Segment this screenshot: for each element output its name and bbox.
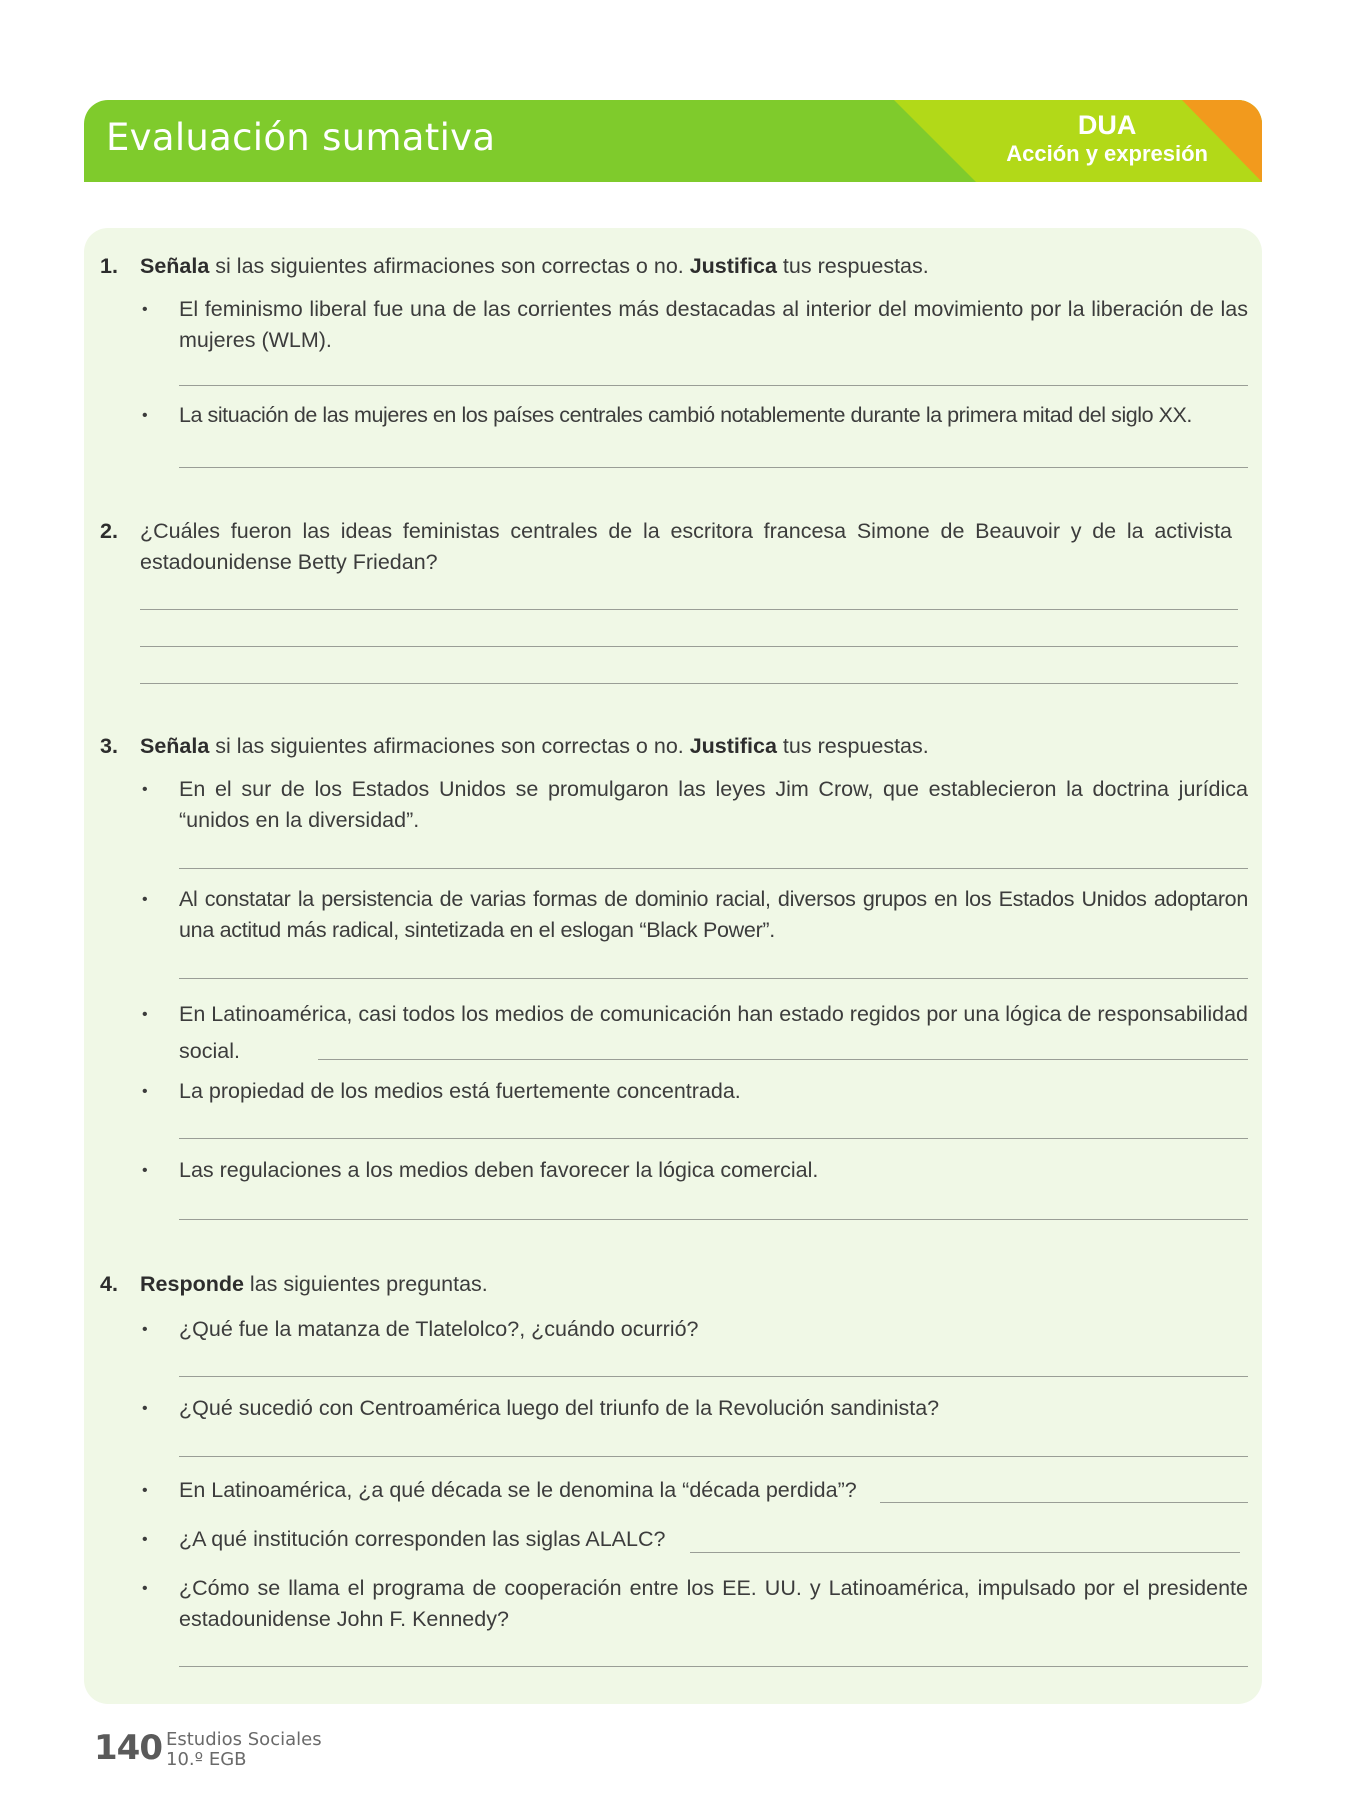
book-info bbox=[166, 1730, 322, 1770]
question-stem bbox=[140, 731, 1232, 762]
bullet-icon: • bbox=[142, 781, 148, 798]
statement-item: • Las regulaciones a los medios deben favorecer la lógica comercial. bbox=[179, 1155, 1248, 1186]
answer-line[interactable] bbox=[140, 609, 1238, 610]
page-title: Evaluación sumativa bbox=[106, 116, 496, 159]
stem-text: si las siguientes afirmaciones son correctas o no. bbox=[209, 254, 690, 278]
bullet-icon: • bbox=[142, 1580, 148, 1597]
grade-label: 10.º EGB bbox=[166, 1749, 247, 1770]
bullet-icon: • bbox=[142, 1083, 148, 1100]
statement-item: • La propiedad de los medios está fuertemente concentrada. bbox=[179, 1076, 1248, 1107]
question-stem: ¿Cuáles fueron las ideas feministas centrales de la escritora francesa Simone de Beauvoir y de la activista estadounidense Betty Friedan? bbox=[140, 519, 1232, 574]
question-item: • ¿Qué sucedió con Centroamérica luego del triunfo de la Revolución sandinista? bbox=[179, 1393, 1248, 1424]
question-number: 1. bbox=[100, 254, 118, 278]
answer-line[interactable] bbox=[179, 1376, 1248, 1377]
evaluation-panel bbox=[84, 228, 1262, 1704]
question-stem bbox=[140, 251, 1232, 282]
answer-line[interactable] bbox=[179, 385, 1248, 386]
answer-line[interactable] bbox=[880, 1502, 1248, 1503]
stem-bold: Justifica bbox=[689, 734, 777, 758]
stem-bold: Justifica bbox=[689, 254, 777, 278]
dua-badge bbox=[1006, 110, 1208, 168]
stem-text: las siguientes preguntas. bbox=[243, 1272, 488, 1296]
statement-item: • Al constatar la persistencia de varias formas de dominio racial, diversos grupos en los Estados Unidos adoptaron una actitud más radical, sintetizada en el eslogan “Black Power”. bbox=[179, 884, 1248, 946]
answer-line[interactable] bbox=[179, 1666, 1248, 1667]
bullet-icon: • bbox=[142, 1162, 148, 1179]
statement-item: • En Latinoamérica, casi todos los medios de comunicación han estado regidos por una lógica de responsabilidad social. bbox=[179, 996, 1248, 1070]
bullet-icon: • bbox=[142, 1482, 148, 1499]
answer-line[interactable] bbox=[179, 1219, 1248, 1220]
question-stem bbox=[140, 1269, 1232, 1300]
stem-bold: Señala bbox=[140, 734, 210, 758]
bullet-icon: • bbox=[142, 891, 148, 908]
bullet-icon: • bbox=[142, 1400, 148, 1417]
subject-label: Estudios Sociales bbox=[166, 1729, 322, 1750]
question-item: • ¿Cómo se llama el programa de cooperación entre los EE. UU. y Latinoamérica, impulsado por el presidente estadounidense John F. Kennedy? bbox=[179, 1573, 1248, 1635]
section-banner bbox=[84, 100, 1262, 182]
answer-line[interactable] bbox=[140, 683, 1238, 684]
question-number: 2. bbox=[100, 519, 118, 543]
answer-line[interactable] bbox=[179, 868, 1248, 869]
answer-line[interactable] bbox=[179, 1138, 1248, 1139]
stem-text: si las siguientes afirmaciones son correctas o no. bbox=[209, 734, 690, 758]
statement-item: • La situación de las mujeres en los países centrales cambió notablemente durante la primera mitad del siglo XX. bbox=[179, 400, 1248, 431]
bullet-icon: • bbox=[142, 407, 148, 424]
bullet-icon: • bbox=[142, 1006, 148, 1023]
answer-line[interactable] bbox=[690, 1552, 1240, 1553]
page-number: 140 bbox=[94, 1728, 162, 1768]
stem-bold: Responde bbox=[140, 1272, 244, 1296]
stem-text: tus respuestas. bbox=[776, 734, 929, 758]
question-number: 4. bbox=[100, 1272, 118, 1296]
question-item: • ¿Qué fue la matanza de Tlatelolco?, ¿cuándo ocurrió? bbox=[179, 1314, 1248, 1345]
question-number: 3. bbox=[100, 734, 118, 758]
answer-line[interactable] bbox=[140, 646, 1238, 647]
answer-line[interactable] bbox=[318, 1059, 1248, 1060]
dua-badge-title: DUA bbox=[1077, 110, 1137, 140]
question-item: • En Latinoamérica, ¿a qué década se le denomina la “década perdida”? bbox=[179, 1475, 1248, 1506]
bullet-icon: • bbox=[142, 1321, 148, 1338]
dua-badge-subtitle: Acción y expresión bbox=[1006, 141, 1208, 166]
answer-line[interactable] bbox=[179, 467, 1248, 468]
statement-item: • En el sur de los Estados Unidos se promulgaron las leyes Jim Crow, que establecieron la doctrina jurídica “unidos en la diversidad”. bbox=[179, 774, 1248, 836]
stem-bold: Señala bbox=[140, 254, 210, 278]
statement-item: • El feminismo liberal fue una de las corrientes más destacadas al interior del movimiento por la liberación de las mujeres (WLM). bbox=[179, 294, 1248, 356]
stem-text: tus respuestas. bbox=[776, 254, 929, 278]
answer-line[interactable] bbox=[179, 978, 1248, 979]
bullet-icon: • bbox=[142, 1531, 148, 1548]
question-item: • ¿A qué institución corresponden las siglas ALALC? bbox=[179, 1524, 1248, 1555]
answer-line[interactable] bbox=[179, 1456, 1248, 1457]
bullet-icon: • bbox=[142, 301, 148, 318]
